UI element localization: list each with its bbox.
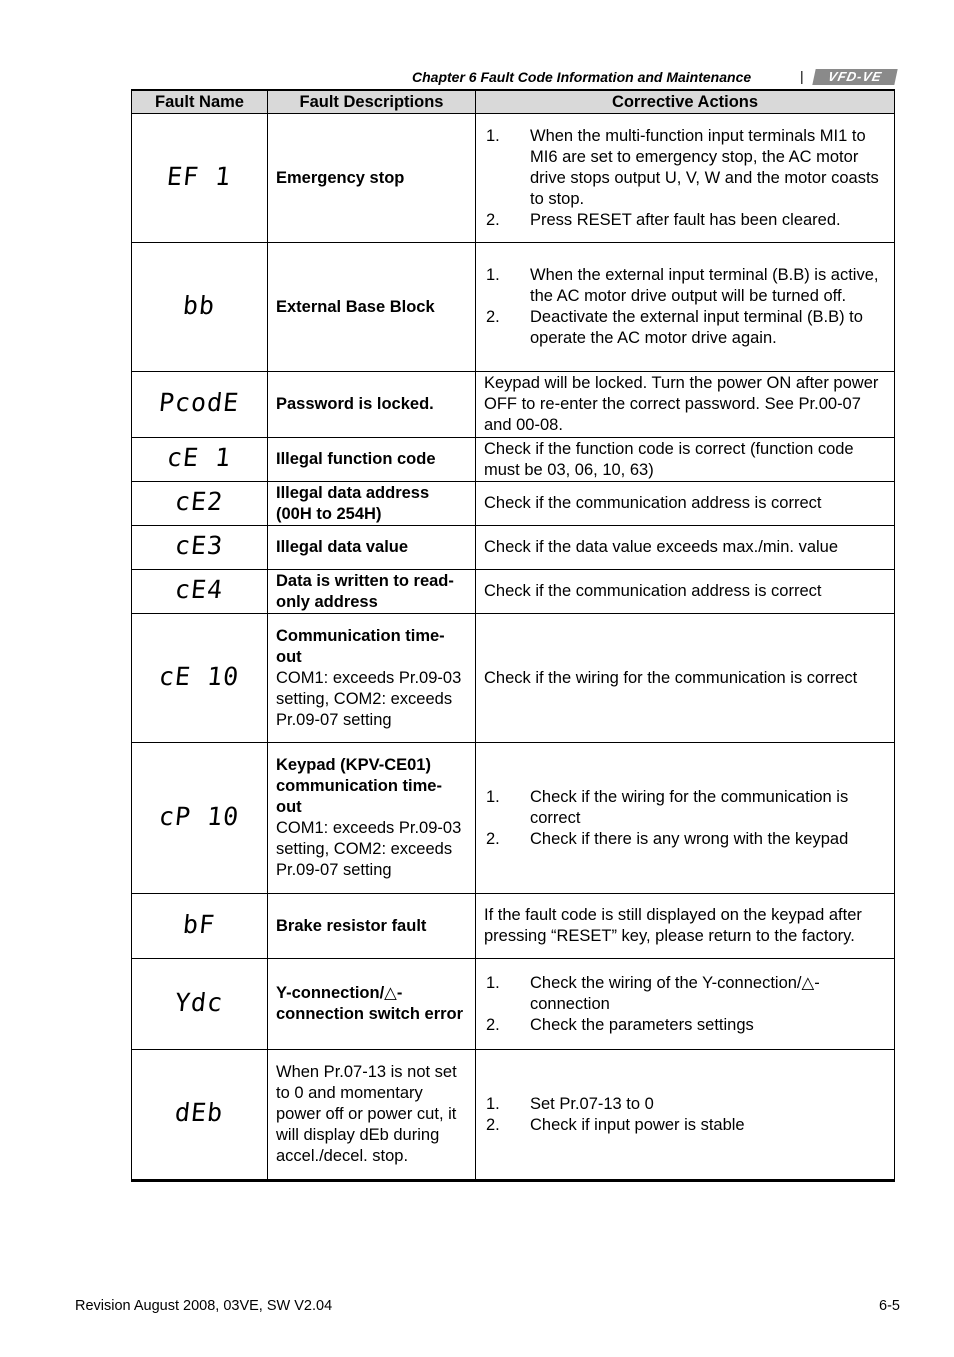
table-row [132, 438, 895, 482]
fault-description-title: External Base Block [276, 297, 435, 316]
list-item-number: 1. [486, 973, 500, 992]
list-item-number: 1. [486, 266, 500, 284]
fault-description-title: Keypad (KPV-CE01) communication time-out [276, 756, 442, 816]
corrective-action-text: Keypad will be locked. Turn the power ON after power OFF to re-enter the correct password. See Pr.00-07 and 00-08. [484, 374, 879, 434]
list-item-number: 1. [486, 787, 500, 806]
list-item [484, 1015, 886, 1036]
fault-code-cell [132, 438, 268, 482]
col-header-corrective-actions: Corrective Actions [476, 90, 895, 114]
fault-description-title: Data is written to read-only address [276, 571, 454, 611]
list-item-number: 2. [486, 1115, 500, 1134]
list-item [484, 1094, 886, 1115]
fault-code-display: cE 1 [165, 443, 234, 472]
corrective-action-cell [476, 372, 895, 438]
fault-code-display: cE 10 [157, 661, 242, 691]
table-row [132, 372, 895, 438]
corrective-action-cell [476, 959, 895, 1050]
fault-description-cell [268, 959, 476, 1050]
corrective-action-cell [476, 894, 895, 959]
corrective-action-cell [476, 570, 895, 614]
list-item-text: Check if input power is stable [530, 1115, 745, 1134]
fault-description-cell [268, 372, 476, 438]
fault-table-header [132, 90, 895, 114]
corrective-action-list [484, 973, 886, 1036]
fault-code-display: bF [181, 909, 218, 939]
fault-description-cell [268, 1050, 476, 1181]
fault-description-title: Emergency stop [276, 168, 405, 187]
table-row [132, 1050, 895, 1181]
fault-description-title: Brake resistor fault [276, 916, 427, 935]
fault-description-cell [268, 894, 476, 959]
fault-code-cell [132, 570, 268, 614]
corrective-action-text: Check if the communication address is correct [484, 494, 822, 512]
fault-description-cell [268, 114, 476, 243]
fault-code-cell [132, 1050, 268, 1181]
table-row [132, 114, 895, 243]
fault-code-display: cE3 [173, 531, 226, 560]
fault-code-display: Ydc [173, 987, 226, 1017]
corrective-action-text: Check if the communication address is correct [484, 582, 822, 600]
fault-code-cell [132, 114, 268, 243]
fault-code-cell [132, 894, 268, 959]
footer-page-number: 6-5 [879, 1298, 900, 1314]
list-item-text: When the external input terminal (B.B) is active, the AC motor drive output will be turned off. [530, 266, 879, 305]
chapter-title: Chapter 6 Fault Code Information and Maintenance [412, 69, 752, 85]
fault-code-cell [132, 959, 268, 1050]
list-item-text: Check if the wiring for the communication is correct [530, 787, 849, 827]
list-item-text: Deactivate the external input terminal (B.B) to operate the AC motor drive again. [530, 308, 863, 347]
header-separator: | [800, 68, 804, 84]
fault-description-text: COM1: exceeds Pr.09-03 setting, COM2: exceeds Pr.09-07 setting [276, 668, 462, 729]
corrective-action-cell [476, 438, 895, 482]
corrective-action-list [484, 1094, 886, 1136]
table-row [132, 243, 895, 372]
corrective-action-cell [476, 526, 895, 570]
table-row [132, 526, 895, 570]
corrective-action-cell [476, 114, 895, 243]
list-item [484, 307, 886, 349]
table-row [132, 482, 895, 526]
fault-description-cell [268, 526, 476, 570]
fault-description-cell [268, 743, 476, 894]
list-item-number: 1. [486, 1094, 500, 1113]
fault-code-cell [132, 743, 268, 894]
list-item [484, 973, 886, 1015]
list-item-number: 2. [486, 210, 500, 229]
corrective-action-text: Check if the data value exceeds max./min. value [484, 538, 839, 556]
fault-table [131, 89, 895, 1182]
corrective-action-list [484, 265, 886, 349]
fault-code-cell [132, 614, 268, 743]
list-item [484, 1115, 886, 1136]
col-header-fault-descriptions: Fault Descriptions [268, 90, 476, 114]
table-row [132, 614, 895, 743]
vfd-ve-logo: VFD-VE [812, 69, 897, 85]
list-item [484, 126, 886, 210]
list-item-text: When the multi-function input terminals MI1 to MI6 are set to emergency stop, the AC motor drive stops output U, V, W and the motor coasts to stop. [530, 126, 879, 208]
list-item-number: 1. [486, 126, 500, 145]
corrective-action-cell [476, 1050, 895, 1181]
page-header [412, 68, 897, 88]
fault-table-body [132, 114, 895, 1181]
fault-description-title: Y-connection/△-connection switch error [276, 984, 464, 1023]
fault-code-display: dEb [173, 1098, 226, 1127]
list-item [484, 265, 886, 307]
list-item-number: 2. [486, 308, 500, 326]
list-item-text: Check if there is any wrong with the keypad [530, 829, 849, 848]
list-item [484, 787, 886, 829]
col-header-fault-name: Fault Name [132, 90, 268, 114]
fault-description-cell [268, 243, 476, 372]
list-item-text: Check the wiring of the Y-connection/△-connection [530, 973, 820, 1013]
fault-description-cell [268, 570, 476, 614]
fault-description-title: Illegal data address (00H to 254H) [276, 483, 430, 523]
fault-code-display: PcodE [157, 388, 242, 417]
fault-code-display: cP 10 [157, 801, 242, 831]
fault-description-cell [268, 438, 476, 482]
fault-code-cell [132, 482, 268, 526]
fault-description-cell [268, 482, 476, 526]
fault-description-text: When Pr.07-13 is not set to 0 and momentary power off or power cut, it will display dEb during accel./decel. stop. [276, 1063, 457, 1165]
fault-code-display: cE2 [173, 487, 226, 516]
list-item-number: 2. [486, 829, 500, 848]
corrective-action-text: Check if the function code is correct (function code must be 03, 06, 10, 63) [484, 439, 854, 479]
table-row [132, 959, 895, 1050]
table-row [132, 743, 895, 894]
list-item [484, 210, 886, 231]
list-item [484, 829, 886, 850]
table-row [132, 894, 895, 959]
corrective-action-cell [476, 614, 895, 743]
fault-description-cell [268, 614, 476, 743]
fault-code-display: cE4 [173, 575, 226, 604]
fault-description-title: Illegal function code [276, 450, 436, 468]
corrective-action-cell [476, 243, 895, 372]
fault-description-text: COM1: exceeds Pr.09-03 setting, COM2: exceeds Pr.09-07 setting [276, 819, 462, 879]
list-item-number: 2. [486, 1015, 500, 1034]
fault-code-cell [132, 243, 268, 372]
corrective-action-text: Check if the wiring for the communication is correct [484, 668, 858, 687]
list-item-text: Check the parameters settings [530, 1015, 754, 1034]
corrective-action-list [484, 787, 886, 850]
corrective-action-text: If the fault code is still displayed on the keypad after pressing “RESET” key, please return to the factory. [484, 906, 862, 945]
list-item-text: Set Pr.07-13 to 0 [530, 1094, 654, 1113]
fault-code-display: bb [181, 290, 218, 320]
corrective-action-list [484, 126, 886, 231]
fault-description-title: Illegal data value [276, 538, 409, 556]
fault-description-title: Communication time-out [276, 626, 445, 666]
corrective-action-cell [476, 482, 895, 526]
fault-description-title: Password is locked. [276, 395, 434, 413]
footer-revision: Revision August 2008, 03VE, SW V2.04 [75, 1298, 333, 1314]
fault-code-display: EF 1 [165, 161, 234, 191]
fault-code-cell [132, 526, 268, 570]
list-item-text: Press RESET after fault has been cleared. [530, 210, 841, 229]
fault-code-cell [132, 372, 268, 438]
table-row [132, 570, 895, 614]
corrective-action-cell [476, 743, 895, 894]
